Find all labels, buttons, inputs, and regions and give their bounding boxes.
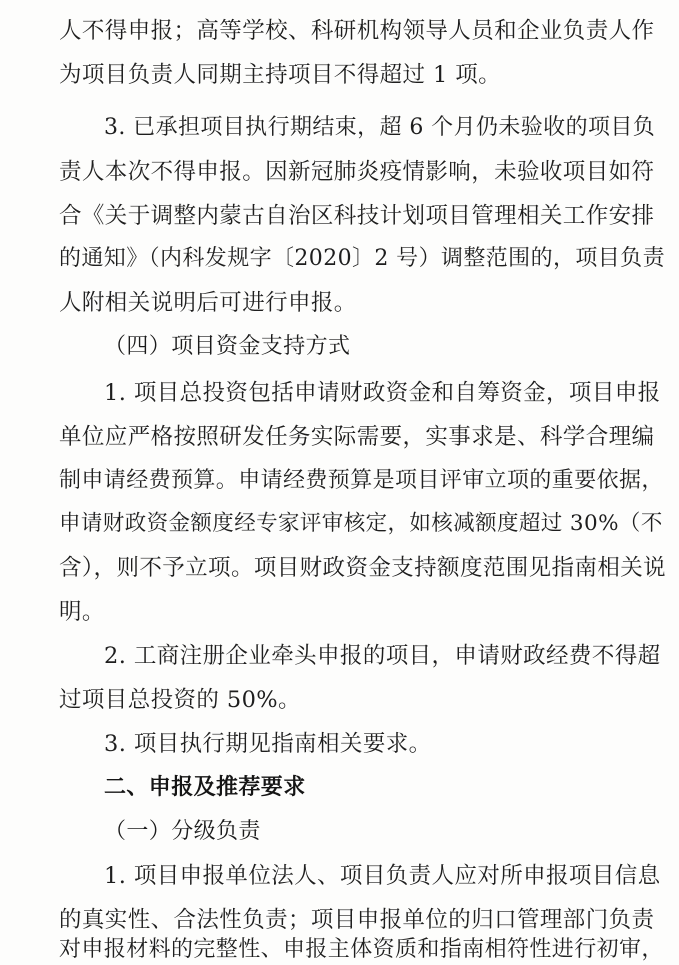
paragraph-line: 单位应严格按照研发任务实际需要，实事求是、科学合理编 [59,424,655,450]
paragraph-line: 制申请经费预算。申请经费预算是项目评审立项的重要依据， [59,468,664,493]
paragraph-line: 人附相关说明后可进行申报。 [59,290,357,316]
section-heading: （一）分级负责 [104,819,261,844]
paragraph-line: 为项目负责人同期主持项目不得超过 1 项。 [59,62,502,88]
paragraph-line: 合《关于调整内蒙古自治区科技计划项目管理相关工作安排 [59,203,655,229]
paragraph-line: 3. 已承担项目执行期结束，超 6 个月仍未验收的项目负 [104,115,656,140]
paragraph-line: 3. 项目执行期见指南相关要求。 [104,731,432,757]
paragraph-line: 2. 工商注册企业牵头申报的项目，申请财政经费不得超 [104,643,661,669]
paragraph-line: 的通知》（内科发规字〔2020〕2 号）调整范围的，项目负责 [59,246,665,271]
paragraph-line: 1. 项目总投资包括申请财政资金和自筹资金，项目申报 [104,380,661,406]
paragraph-line: 人不得申报；高等学校、科研机构领导人员和企业负责人作 [59,18,655,44]
paragraph-line: 含），则不予立项。项目财政资金支持额度范围见指南相关说 [59,555,667,581]
paragraph-line: 明。 [59,599,105,625]
paragraph-line: 1. 项目申报单位法人、项目负责人应对所申报项目信息 [104,863,661,889]
paragraph-line: 过项目总投资的 50%。 [59,687,301,713]
paragraph-line: 对申报材料的完整性、申报主体资质和指南相符性进行初审， [59,937,664,962]
chapter-heading: 二、申报及推荐要求 [104,775,306,800]
paragraph-line: 责人本次不得申报。因新冠肺炎疫情影响，未验收项目如符 [59,159,655,185]
paragraph-line: 的真实性、合法性负责；项目申报单位的归口管理部门负责 [59,907,655,933]
section-heading: （四）项目资金支持方式 [104,334,351,359]
paragraph-line: 申请财政资金额度经专家评审核定，如核减额度超过 30%（不 [59,511,663,536]
